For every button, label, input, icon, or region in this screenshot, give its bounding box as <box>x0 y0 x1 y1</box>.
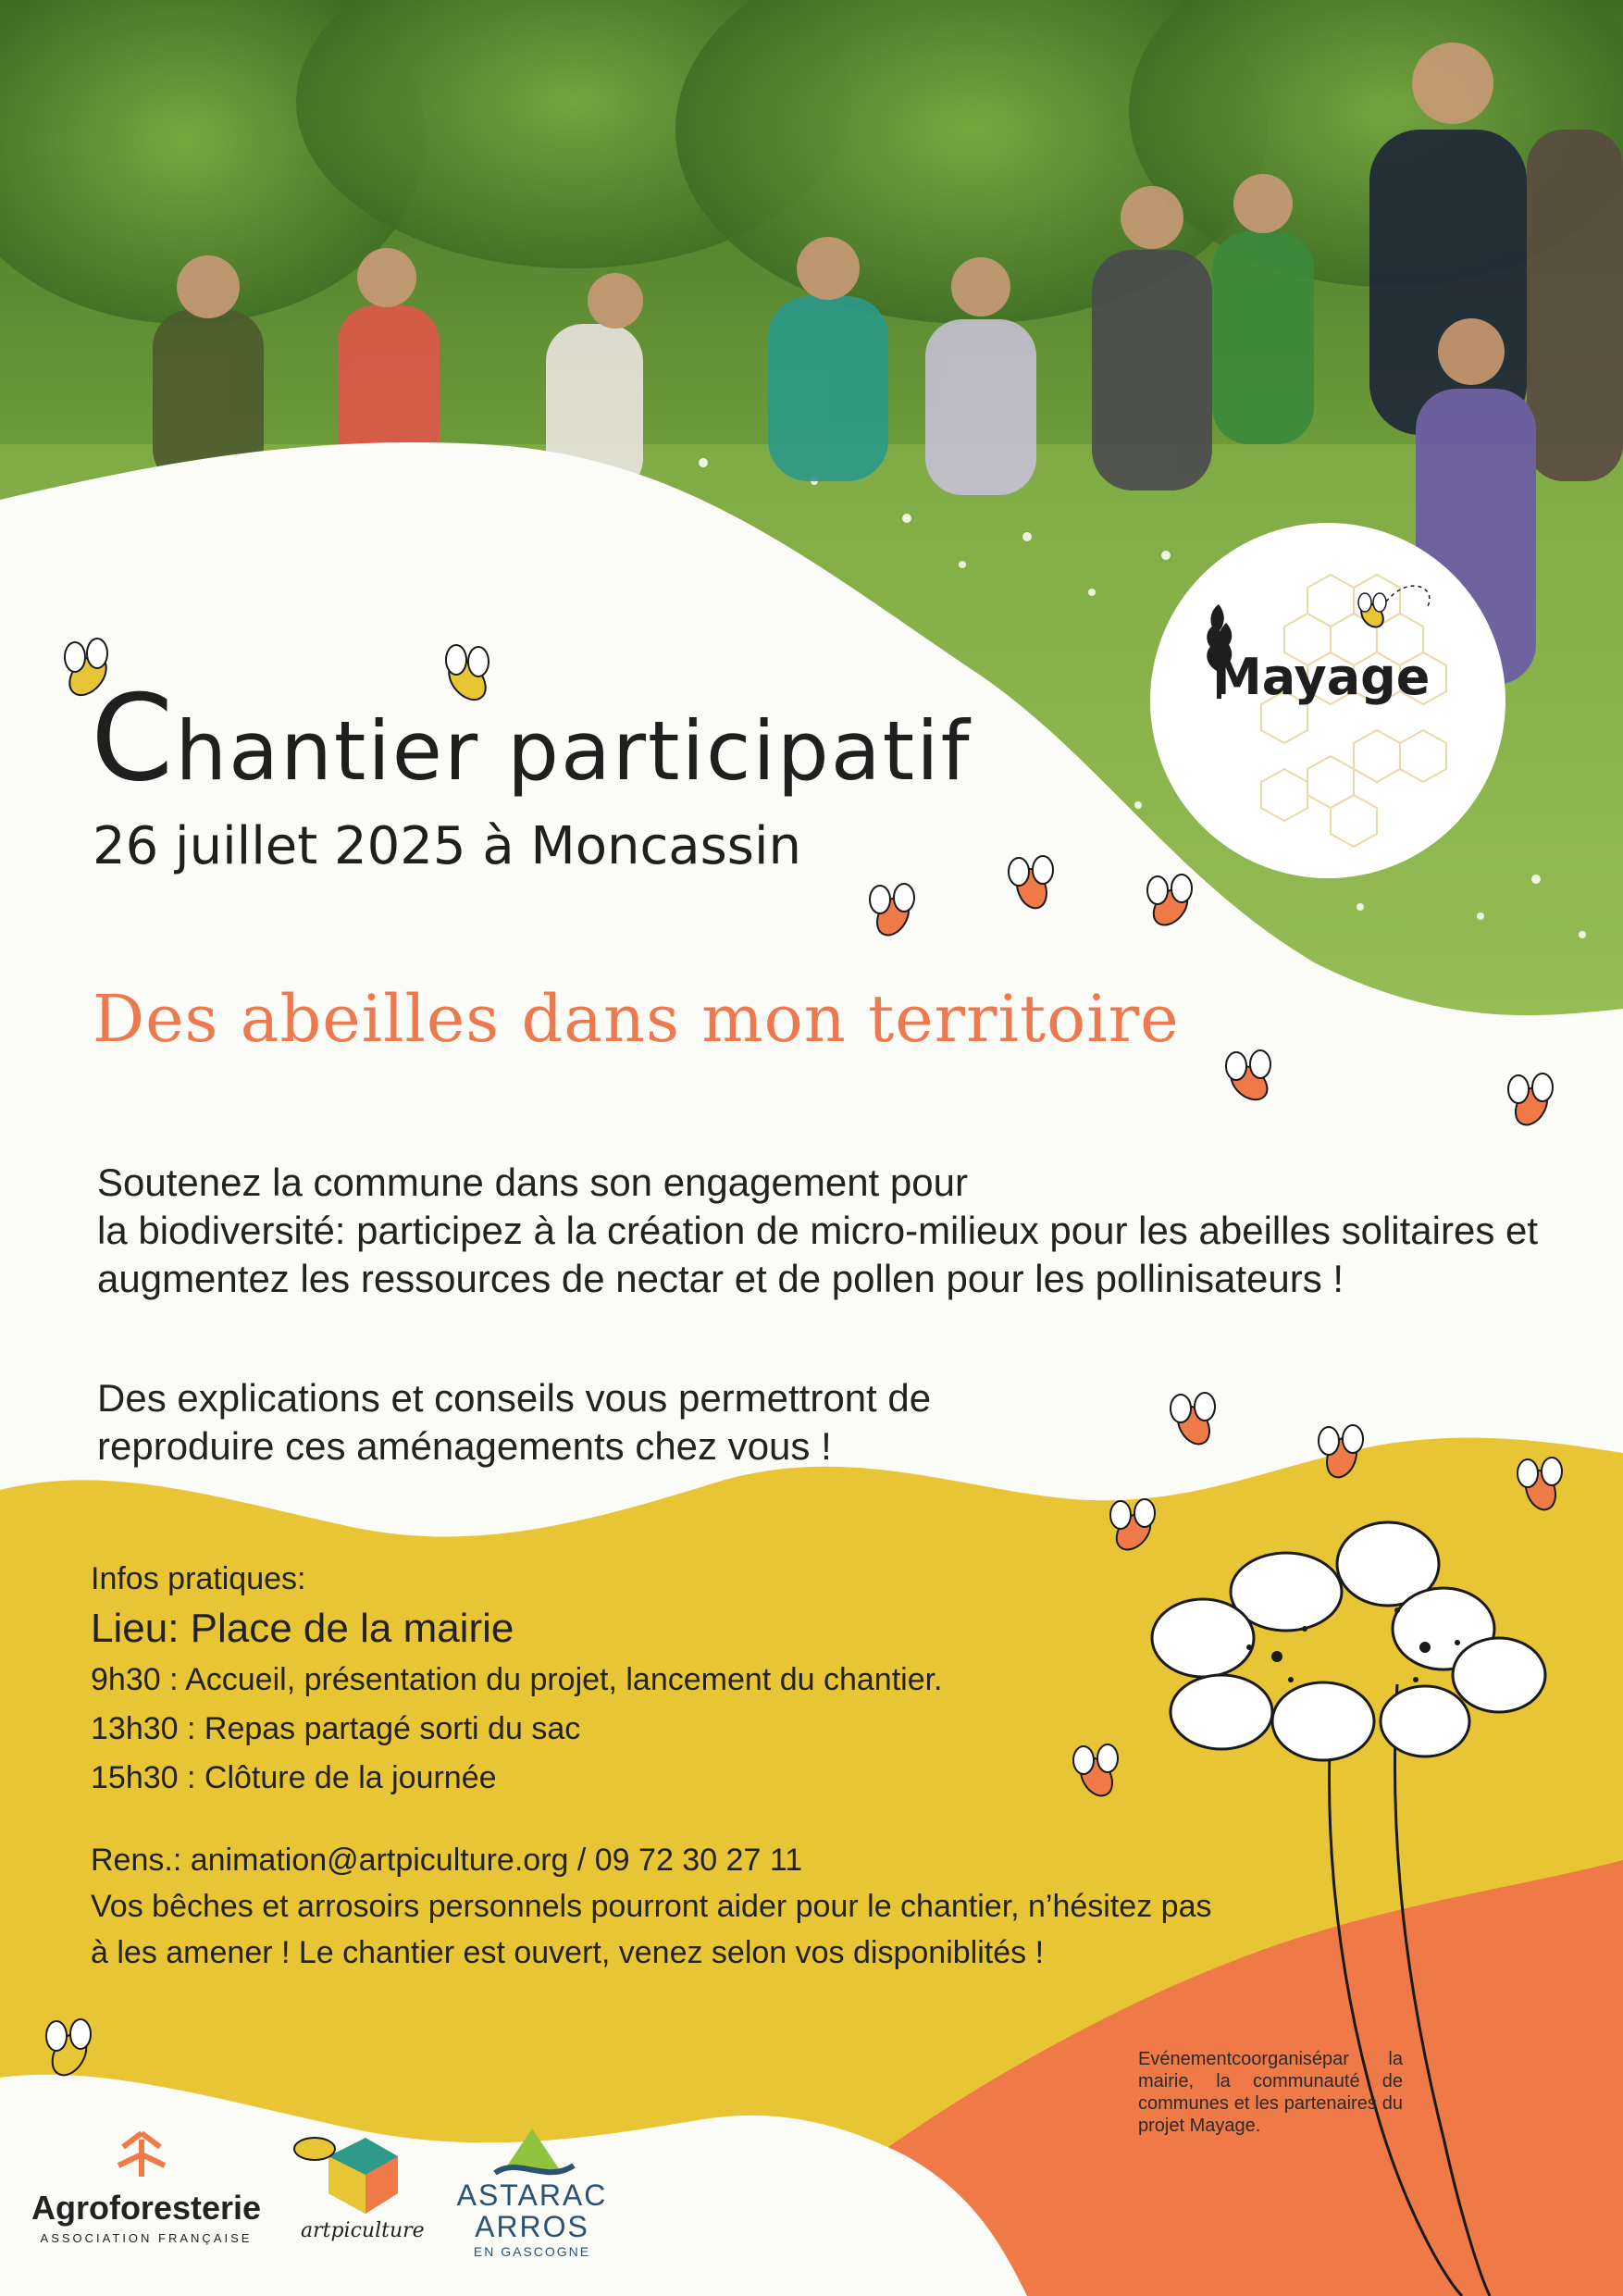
intro-paragraph <box>97 1159 1538 1303</box>
title-initial: C <box>91 670 176 808</box>
astarac-name-line3: EN GASCOGNE <box>473 2244 591 2259</box>
intro-line: Soutenez la commune dans son engagement pour <box>97 1160 968 1204</box>
contact-line: à les amener ! Le chantier est ouvert, venez selon vos disponiblités ! <box>91 1935 1045 1970</box>
practical-info <box>91 1559 943 1803</box>
schedule-item: 9h30 : Accueil, présentation du projet, lancement du chantier. <box>91 1662 943 1697</box>
page-title <box>91 670 972 808</box>
mayage-logo-text: Mayage <box>1212 648 1431 706</box>
advice-paragraph <box>97 1374 931 1471</box>
agroforesterie-logo <box>26 2189 266 2245</box>
astarac-arros-logo <box>453 2179 611 2259</box>
schedule-item: 13h30 : Repas partagé sorti du sac <box>91 1711 581 1746</box>
event-date-place: 26 juillet 2025 à Moncassin <box>93 816 802 876</box>
advice-line: Des explications et conseils vous permettront de <box>97 1376 932 1420</box>
artpiculture-logo <box>301 2219 425 2242</box>
infos-label: Infos pratiques: <box>91 1561 306 1596</box>
tagline: Des abeilles dans mon territoire <box>93 981 1180 1057</box>
agroforesterie-subtitle: ASSOCIATION FRANÇAISE <box>40 2231 253 2245</box>
agroforesterie-name: Agroforesterie <box>31 2189 262 2227</box>
advice-line: reproduire ces aménagements chez vous ! <box>97 1424 832 1468</box>
title-rest: hantier participatif <box>175 703 972 799</box>
astarac-name-line2: ARROS <box>475 2210 589 2243</box>
artpiculture-name: artpiculture <box>301 2219 425 2242</box>
schedule-item: 15h30 : Clôture de la journée <box>91 1760 497 1795</box>
intro-line: augmentez les ressources de nectar et de pollen pour les pollinisateurs ! <box>97 1257 1344 1300</box>
astarac-name-line1: ASTARAC <box>456 2178 608 2212</box>
intro-line: la biodiversité: participez à la création de micro-milieux pour les abeilles solitaires et <box>97 1209 1539 1252</box>
contact-info <box>91 1837 1211 1976</box>
coorganizers-note: Evénementcoorganisépar la mairie, la communauté de communes et les partenaires du projet Mayage. <box>1138 2049 1403 2136</box>
contact-line: Vos bêches et arrosoirs personnels pourront aider pour le chantier, n’hésitez pas <box>91 1889 1212 1924</box>
infos-location: Lieu: Place de la mairie <box>91 1606 514 1651</box>
contact-line: Rens.: animation@artpiculture.org / 09 72 30 27 11 <box>91 1843 803 1878</box>
